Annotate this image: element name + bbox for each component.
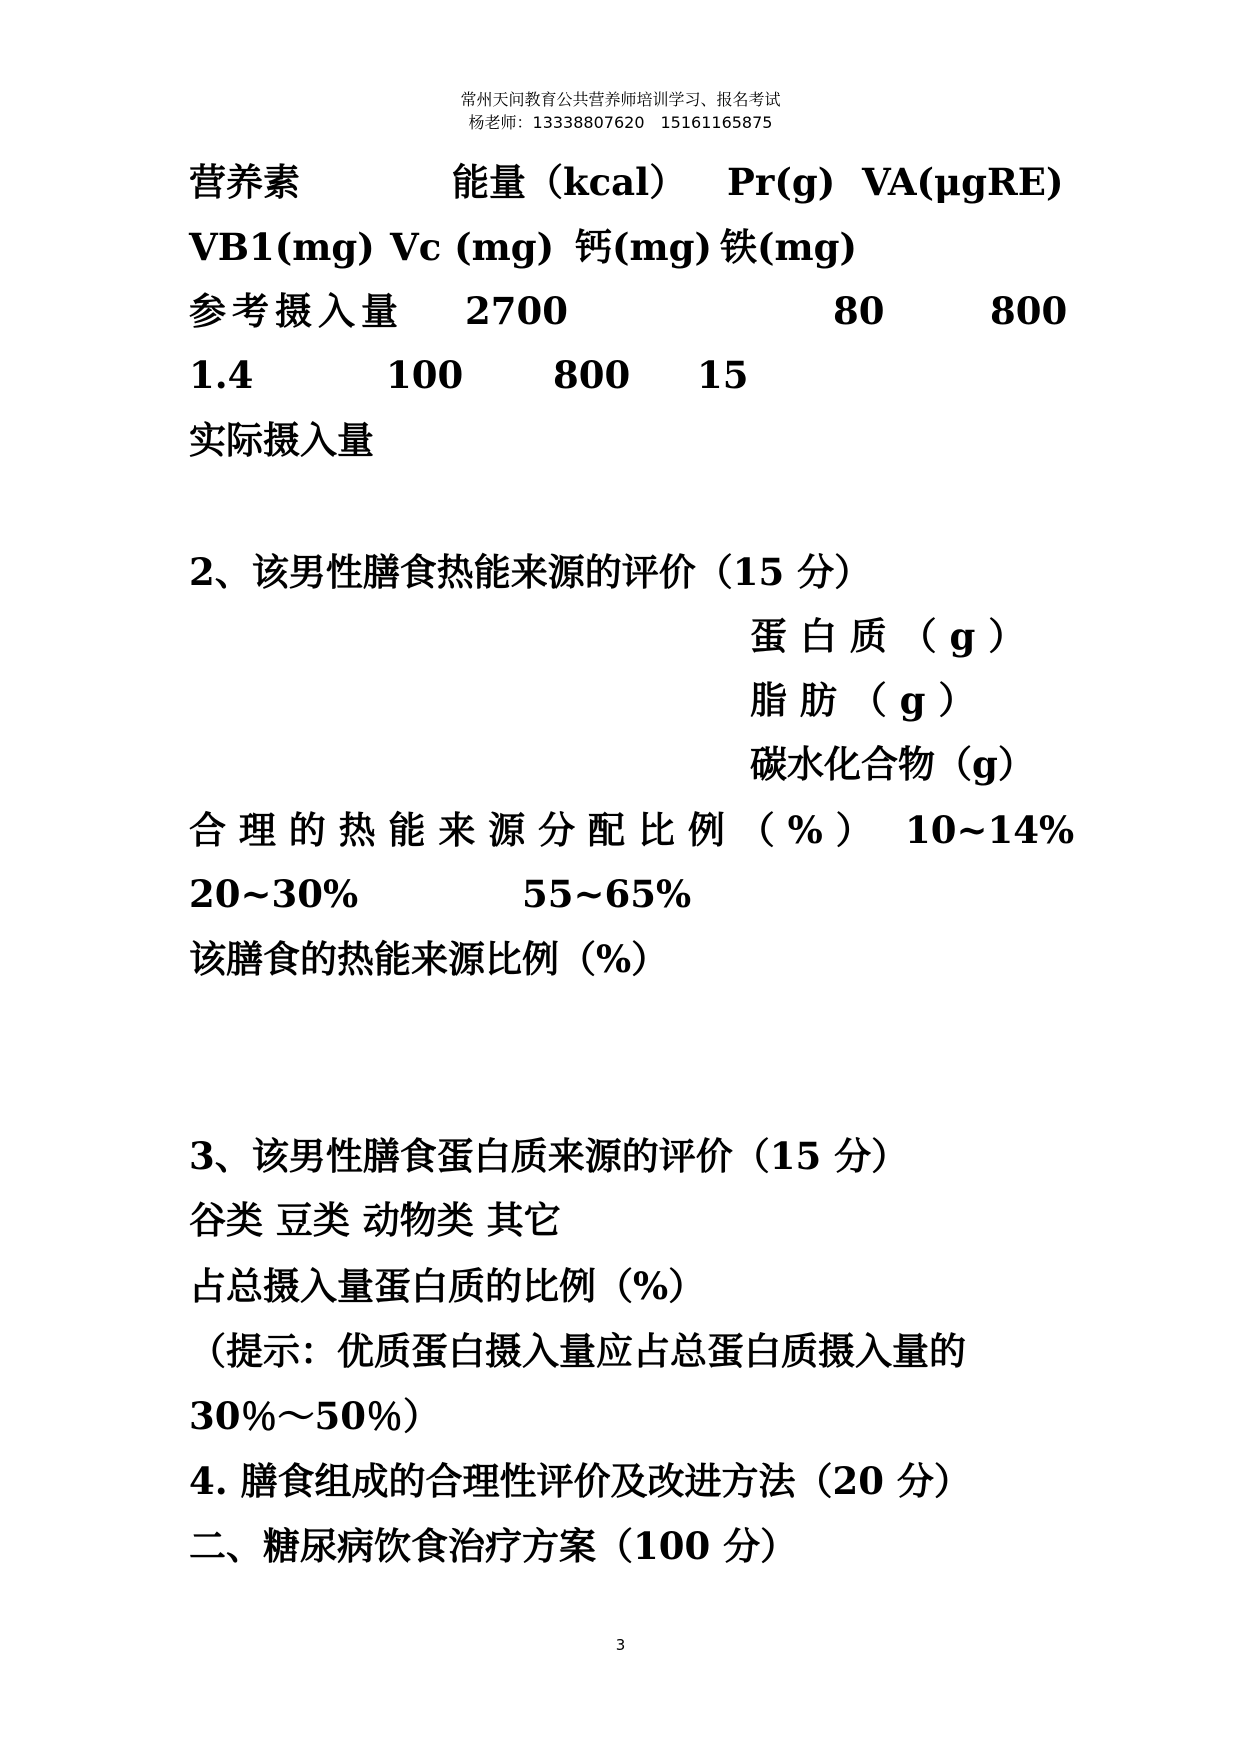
hint-line-1: （提示：优质蛋白摄入量应占总蛋白质摄入量的 [189,1329,966,1373]
reasonable-carb-value: 55~65% [522,872,692,916]
energy-protein-label: 蛋 白 质 （ g ） [750,614,1026,658]
reasonable-ratio-label: 合 理 的 热 能 来 源 分 配 比 例 （ % ） [189,808,873,852]
energy-header: 能量（kcal） [452,160,687,204]
nutrient-label: 营养素 [189,160,300,204]
vitamin-c-header: Vc (mg) [390,225,555,269]
protein-sources: 谷类 豆类 动物类 其它 [189,1198,561,1242]
nutrient-header-row [0,160,1241,204]
section-2-title: 2、该男性膳食热能来源的评价（15 分） [189,550,872,594]
reasonable-ratio-row [0,808,1241,852]
ref-vitamin-c-value: 100 [386,353,464,397]
ref-energy-value: 2700 [465,289,568,333]
nutrient-header-row-2 [0,225,1241,269]
energy-carb-label: 碳水化合物（g） [750,742,1035,786]
header-line-1: 常州天问教育公共营养师培训学习、报名考试 [460,90,781,109]
part-2-title: 二、糖尿病饮食治疗方案（100 分） [189,1524,798,1568]
reasonable-fat-value: 20~30% [189,872,359,916]
energy-fat-label: 脂 肪 （ g ） [750,678,976,722]
ref-iron-value: 15 [697,353,749,397]
reference-intake-row-2 [0,353,1241,397]
header-line-2: 杨老师：13338807620 15161165875 [468,113,773,132]
protein-header: Pr(g) [727,160,836,204]
hint-line-2: 30％～50％） [189,1394,440,1438]
reference-intake-row [0,289,1241,333]
reference-intake-label: 参考摄入量 [189,289,404,333]
section-3-title: 3、该男性膳食蛋白质来源的评价（15 分） [189,1134,909,1178]
vitamin-a-header: VA(μgRE) [862,160,1064,204]
diet-ratio-label: 该膳食的热能来源比例（%） [189,937,669,981]
vitamin-b1-header: VB1(mg) [189,225,375,269]
section-4-title: 4. 膳食组成的合理性评价及改进方法（20 分） [189,1459,971,1503]
ref-calcium-value: 800 [553,353,631,397]
ref-vitamin-a-value: 800 [990,289,1068,333]
ref-vitamin-b1-value: 1.4 [189,353,254,397]
iron-header: 铁(mg) [720,225,858,269]
calcium-header: 钙(mg) [575,225,713,269]
page-number: 3 [615,1636,626,1654]
reasonable-protein-value: 10~14% [905,808,1075,852]
ref-protein-value: 80 [833,289,885,333]
protein-ratio-label: 占总摄入量蛋白质的比例（%） [189,1264,706,1308]
actual-intake-label: 实际摄入量 [189,418,374,462]
reasonable-ratio-row-2 [0,872,1241,916]
